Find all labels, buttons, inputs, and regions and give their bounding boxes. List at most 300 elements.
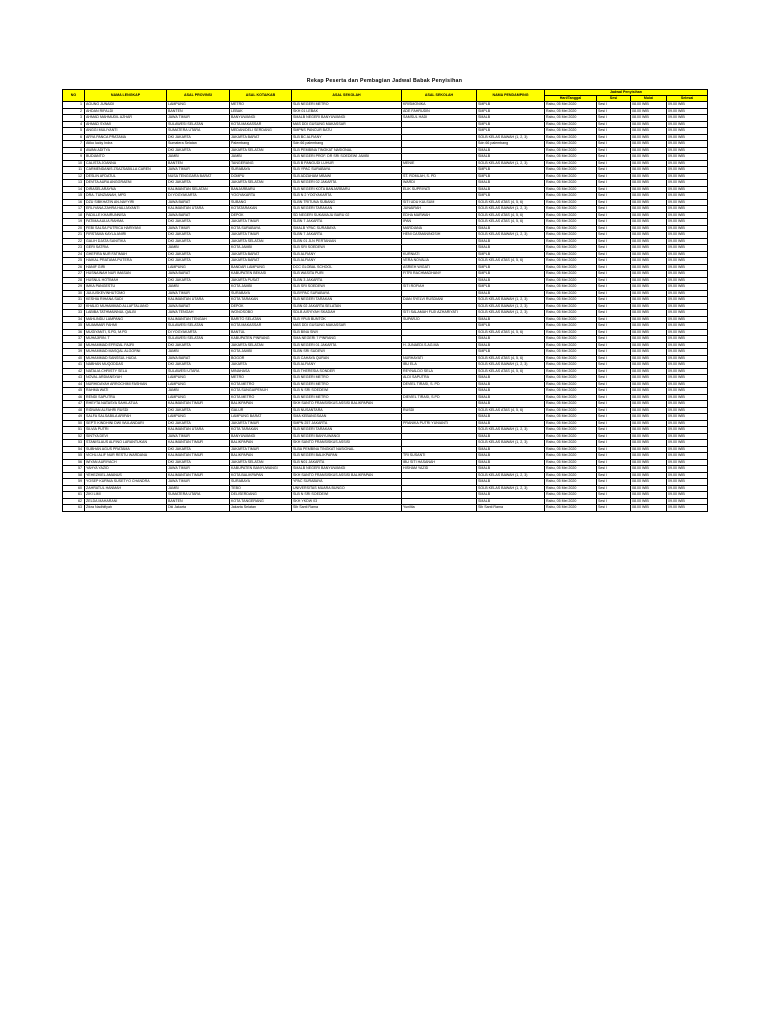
cell-nama: SEPTI KINDHINI DWI WULANDARI — [85, 420, 167, 427]
cell-sekolah: SMPNS PANCUR BATU — [292, 128, 402, 135]
cell-selesai: 09.00 WIB — [667, 485, 708, 492]
cell-sesi: Sesi I — [597, 466, 631, 473]
cell-no: 18 — [63, 212, 85, 219]
cell-no: 12 — [63, 173, 85, 180]
cell-nama: RENDI SAPUTRA — [85, 394, 167, 401]
cell-sesi: Sesi I — [597, 375, 631, 382]
cell-sekolah-2: ASRIEH WIGATI — [402, 264, 477, 271]
header-provinsi: ASAL PROVINSI — [167, 90, 230, 102]
cell-selesai: 09.00 WIB — [667, 375, 708, 382]
cell-pendamping: SMALB — [477, 466, 545, 473]
participants-table — [62, 89, 708, 512]
header-mulai: Mulai — [631, 96, 667, 102]
cell-no: 17 — [63, 206, 85, 213]
cell-pendamping: SMALB — [477, 375, 545, 382]
cell-hari: Rabu, 05 Mei 2020 — [545, 453, 597, 460]
cell-sekolah: SDLB AISYIYAH SKADAH — [292, 310, 402, 317]
cell-pendamping: SMPLB — [477, 323, 545, 330]
cell-sekolah-2: KURNIATI — [402, 251, 477, 258]
cell-sesi: Sesi I — [597, 355, 631, 362]
cell-selesai: 09.00 WIB — [667, 277, 708, 284]
cell-selesai: 09.00 WIB — [667, 368, 708, 375]
cell-no: 4 — [63, 121, 85, 128]
cell-sekolah: SLB NEGERI METRO — [292, 102, 402, 109]
cell-no: 48 — [63, 407, 85, 414]
cell-selesai: 09.00 WIB — [667, 160, 708, 167]
cell-hari: Rabu, 05 Mei 2020 — [545, 160, 597, 167]
cell-sekolah: SLB YPLB BUNTOK — [292, 316, 402, 323]
cell-hari: Rabu, 05 Mei 2020 — [545, 310, 597, 317]
cell-provinsi: Dki Jakarta — [167, 505, 230, 512]
cell-sekolah-2: SITI ROFIAH — [402, 284, 477, 291]
cell-sekolah: SKH YKDW 03 — [292, 498, 402, 505]
cell-provinsi: JAWA BARAT — [167, 212, 230, 219]
cell-sekolah: SLBN 7 JAKARTA — [292, 219, 402, 226]
cell-provinsi: DKI JAKARTA — [167, 459, 230, 466]
cell-kota: JAKARTA BARAT — [230, 134, 292, 141]
cell-pendamping: SOLB KELAS BAWAH (1, 2, 3) — [477, 472, 545, 479]
cell-provinsi: KALIMANTAN TIMUR — [167, 440, 230, 447]
cell-provinsi: BANTEN — [167, 498, 230, 505]
cell-nama: MUHAMMAD EFRIZAL FAJRI — [85, 342, 167, 349]
cell-mulai: 08.00 WIB — [631, 329, 667, 336]
cell-no: 19 — [63, 219, 85, 226]
cell-pendamping: SMALB — [477, 154, 545, 161]
cell-kota: KOTA TARAKAN — [230, 297, 292, 304]
cell-selesai: 09.00 WIB — [667, 167, 708, 174]
cell-hari: Rabu, 05 Mei 2020 — [545, 108, 597, 115]
cell-sekolah-2: SITI SALAMAH FUJI AZHARIYATI — [402, 310, 477, 317]
page-title: Rekap Peserta dan Pembagian Jadwal Babak Penyisihan — [306, 78, 463, 84]
cell-sekolah-2: ST. ROMLAH, S. PD — [402, 173, 477, 180]
cell-nama: SILVIA PUTRI — [85, 427, 167, 434]
cell-hari: Rabu, 05 Mei 2020 — [545, 303, 597, 310]
cell-nama: GHEFIRA NUR FATIMAH — [85, 251, 167, 258]
cell-mulai: 08.00 WIB — [631, 414, 667, 421]
cell-sekolah-2: DIEVIEL TIRASI, S.PD — [402, 394, 477, 401]
cell-pendamping: SMALB — [477, 401, 545, 408]
cell-provinsi: DKI JAKARTA — [167, 180, 230, 187]
cell-nama: DIRASELARAYNA — [85, 186, 167, 193]
cell-nama: CARMENDANIS ZSAZSABILLA CAREN — [85, 167, 167, 174]
cell-no: 49 — [63, 414, 85, 421]
cell-sesi: Sesi I — [597, 245, 631, 252]
cell-nama: AHMAD MAHMUDIL AZHAR — [85, 115, 167, 122]
cell-mulai: 08.00 WIB — [631, 433, 667, 440]
cell-hari: Rabu, 05 Mei 2020 — [545, 446, 597, 453]
cell-sekolah: SMALB YPAC SURABAYA — [292, 225, 402, 232]
cell-provinsi: KALIMANTAN TIMUR — [167, 453, 230, 460]
cell-pendamping: SOLB KELAS ATAS (4, 5, 6) — [477, 355, 545, 362]
cell-hari: Rabu, 05 Mei 2020 — [545, 492, 597, 499]
cell-nama: MAHLINDU LAMPANG — [85, 316, 167, 323]
cell-mulai: 08.00 WIB — [631, 160, 667, 167]
cell-selesai: 09.00 WIB — [667, 316, 708, 323]
cell-sekolah-2: TRI SUSANTI — [402, 453, 477, 460]
cell-provinsi: JAMBI — [167, 388, 230, 395]
cell-kota: BOGOR — [230, 355, 292, 362]
cell-sekolah: SLB NEGERI KOTA BANJARBARU — [292, 186, 402, 193]
cell-sekolah-2: WARDI — [402, 180, 477, 187]
cell-provinsi: JAMBI — [167, 349, 230, 356]
cell-kota: JAMBI — [230, 154, 292, 161]
cell-provinsi: SUMATERA UTARA — [167, 128, 230, 135]
cell-selesai: 09.00 WIB — [667, 206, 708, 213]
cell-hari: Rabu, 05 Mei 2020 — [545, 290, 597, 297]
cell-mulai: 08.00 WIB — [631, 290, 667, 297]
cell-provinsi: SULAWESI SELATAN — [167, 121, 230, 128]
cell-sekolah: SMALB NEGERI BANYUWANGI — [292, 115, 402, 122]
cell-mulai: 08.00 WIB — [631, 446, 667, 453]
cell-sesi: Sesi I — [597, 316, 631, 323]
cell-sekolah: SLB NEGERI METRO — [292, 381, 402, 388]
cell-mulai: 08.00 WIB — [631, 427, 667, 434]
cell-no: 51 — [63, 427, 85, 434]
cell-no: 28 — [63, 277, 85, 284]
cell-nama: MUAMMAR FAHMI — [85, 323, 167, 330]
cell-sekolah-2: DEVIEL TIRASI, S. PD — [402, 381, 477, 388]
cell-provinsi: DKI JAKARTA — [167, 232, 230, 239]
cell-pendamping: SMALB — [477, 433, 545, 440]
cell-hari: Rabu, 05 Mei 2020 — [545, 505, 597, 512]
cell-sekolah-2: EDHA MARWAH — [402, 212, 477, 219]
cell-nama: NATALIA CHRISTY SELA — [85, 368, 167, 375]
cell-pendamping: SMALB — [477, 186, 545, 193]
cell-sesi: Sesi I — [597, 193, 631, 200]
cell-pendamping: SMALB — [477, 290, 545, 297]
cell-sesi: Sesi I — [597, 258, 631, 265]
cell-provinsi: JAWA TIMUR — [167, 115, 230, 122]
cell-kota: JAKARTA BARAT — [230, 258, 292, 265]
cell-sekolah-2: IBU ELA — [402, 362, 477, 369]
cell-sesi: Sesi I — [597, 167, 631, 174]
cell-sekolah-2: HENI CASMANINGSIH — [402, 232, 477, 239]
cell-pendamping: SMPLB — [477, 251, 545, 258]
cell-no: 27 — [63, 271, 85, 278]
cell-sesi: Sesi I — [597, 147, 631, 154]
cell-sekolah-2: ELIK SUPRIYATI — [402, 186, 477, 193]
cell-selesai: 09.00 WIB — [667, 446, 708, 453]
cell-mulai: 08.00 WIB — [631, 219, 667, 226]
cell-hari: Rabu, 05 Mei 2020 — [545, 284, 597, 291]
cell-nama: RIDWAN ALFAHRI RUSDI — [85, 407, 167, 414]
cell-selesai: 09.00 WIB — [667, 349, 708, 356]
cell-mulai: 08.00 WIB — [631, 336, 667, 343]
cell-provinsi: LAMPUNG — [167, 381, 230, 388]
cell-no: 52 — [63, 433, 85, 440]
cell-sesi: Sesi I — [597, 368, 631, 375]
cell-provinsi: DKI JAKARTA — [167, 134, 230, 141]
cell-selesai: 09.00 WIB — [667, 394, 708, 401]
cell-kota: JAKARTA SELATAN — [230, 147, 292, 154]
cell-selesai: 09.00 WIB — [667, 427, 708, 434]
cell-mulai: 08.00 WIB — [631, 297, 667, 304]
cell-kota: DELISERDANG — [230, 492, 292, 499]
cell-hari: Rabu, 05 Mei 2020 — [545, 277, 597, 284]
cell-sekolah: SLBN SRI SUDEWI — [292, 349, 402, 356]
cell-selesai: 09.00 WIB — [667, 264, 708, 271]
cell-pendamping: SMALB — [477, 238, 545, 245]
cell-no: 31 — [63, 297, 85, 304]
cell-sekolah: Slb Santi Rama — [292, 505, 402, 512]
cell-nama: MUHAMMAD SANSSUL HUDA — [85, 355, 167, 362]
cell-provinsi: NUSA TENGGARA BARAT — [167, 173, 230, 180]
cell-sesi: Sesi I — [597, 407, 631, 414]
cell-no: 11 — [63, 167, 85, 174]
cell-pendamping: SOLB KELAS BAWAH (1, 2, 3) — [477, 310, 545, 317]
cell-sesi: Sesi I — [597, 128, 631, 135]
cell-sesi: Sesi I — [597, 277, 631, 284]
cell-kota: KOTA METRO — [230, 381, 292, 388]
cell-pendamping: SMPLB — [477, 128, 545, 135]
cell-sesi: Sesi I — [597, 310, 631, 317]
cell-no: 35 — [63, 323, 85, 330]
cell-nama: DEVITA AURA ANGGRAENI — [85, 180, 167, 187]
cell-no: 30 — [63, 290, 85, 297]
cell-provinsi: LAMPUNG — [167, 375, 230, 382]
cell-selesai: 09.00 WIB — [667, 453, 708, 460]
cell-selesai: 09.00 WIB — [667, 141, 708, 148]
cell-sesi: Sesi I — [597, 349, 631, 356]
cell-mulai: 08.00 WIB — [631, 355, 667, 362]
cell-sekolah-2: IBU SITI HASANAH — [402, 459, 477, 466]
cell-no: 44 — [63, 381, 85, 388]
cell-sekolah: SLB WASITA PURI — [292, 271, 402, 278]
cell-sesi: Sesi I — [597, 498, 631, 505]
header-hari: Hari/Tanggal — [545, 96, 597, 102]
cell-sesi: Sesi I — [597, 362, 631, 369]
cell-mulai: 08.00 WIB — [631, 472, 667, 479]
cell-no: 39 — [63, 349, 85, 356]
cell-nama: IMKA PANGESTU — [85, 284, 167, 291]
cell-sekolah: SLBN 02 JAKARTA SELATAN — [292, 303, 402, 310]
cell-nama: MUHAJIRIN. T — [85, 336, 167, 343]
cell-pendamping: SOLB KELAS BAWAH (1, 2, 3) — [477, 232, 545, 239]
cell-provinsi: DKI JAKARTA — [167, 446, 230, 453]
cell-no: 57 — [63, 466, 85, 473]
cell-provinsi: JAMBI — [167, 245, 230, 252]
cell-selesai: 09.00 WIB — [667, 336, 708, 343]
cell-selesai: 09.00 WIB — [667, 238, 708, 245]
cell-sekolah-2: ALDI SAPUTRA — [402, 375, 477, 382]
header-sekolah-2: ASAL SEKOLAH — [402, 90, 477, 102]
cell-sesi: Sesi I — [597, 472, 631, 479]
cell-no: 37 — [63, 336, 85, 343]
cell-hari: Rabu, 05 Mei 2020 — [545, 362, 597, 369]
cell-sekolah-2: KRISMONIKA — [402, 102, 477, 109]
cell-hari: Rabu, 05 Mei 2020 — [545, 180, 597, 187]
cell-sesi: Sesi I — [597, 284, 631, 291]
cell-nama: VICHLI ALIF NUR RESTU WARDANA — [85, 453, 167, 460]
cell-sekolah-2: RUSDI — [402, 407, 477, 414]
header-row — [63, 90, 708, 96]
cell-sekolah-2: ADE FAHRUDIN — [402, 108, 477, 115]
cell-no: 6 — [63, 134, 85, 141]
cell-hari: Rabu, 05 Mei 2020 — [545, 212, 597, 219]
cell-hari: Rabu, 05 Mei 2020 — [545, 147, 597, 154]
cell-mulai: 08.00 WIB — [631, 453, 667, 460]
cell-sesi: Sesi I — [597, 427, 631, 434]
cell-no: 1 — [63, 102, 85, 109]
cell-hari: Rabu, 05 Mei 2020 — [545, 245, 597, 252]
cell-sesi: Sesi I — [597, 505, 631, 512]
cell-selesai: 09.00 WIB — [667, 459, 708, 466]
cell-hari: Rabu, 05 Mei 2020 — [545, 401, 597, 408]
cell-selesai: 09.00 WIB — [667, 433, 708, 440]
cell-no: 5 — [63, 128, 85, 135]
cell-sekolah-2: NURHAYATI — [402, 355, 477, 362]
cell-pendamping: SOLB KELAS ATAS (4, 5, 6) — [477, 258, 545, 265]
cell-selesai: 09.00 WIB — [667, 232, 708, 239]
cell-hari: Rabu, 05 Mei 2020 — [545, 466, 597, 473]
cell-hari: Rabu, 05 Mei 2020 — [545, 459, 597, 466]
cell-kota: KOTA TANGERANG — [230, 498, 292, 505]
cell-hari: Rabu, 05 Mei 2020 — [545, 134, 597, 141]
cell-sesi: Sesi I — [597, 271, 631, 278]
cell-nama: KHALID MUHAMMAD ALLAFTALIANO — [85, 303, 167, 310]
cell-mulai: 08.00 WIB — [631, 505, 667, 512]
cell-hari: Rabu, 05 Mei 2020 — [545, 368, 597, 375]
cell-kota: JAKARTA SELATAN — [230, 180, 292, 187]
cell-no: 20 — [63, 225, 85, 232]
cell-sekolah: SLB ALFIANY — [292, 258, 402, 265]
table-row — [63, 505, 708, 512]
cell-no: 33 — [63, 310, 85, 317]
cell-no: 8 — [63, 147, 85, 154]
cell-mulai: 08.00 WIB — [631, 232, 667, 239]
cell-hari: Rabu, 05 Mei 2020 — [545, 375, 597, 382]
cell-sekolah-2: JUNAIRAH — [402, 206, 477, 213]
cell-mulai: 08.00 WIB — [631, 394, 667, 401]
cell-nama: KESHIA RIHANA SADI — [85, 297, 167, 304]
cell-sesi: Sesi I — [597, 264, 631, 271]
cell-sekolah: YPAC SURABAYA — [292, 479, 402, 486]
cell-provinsi: DKI JAKARTA — [167, 342, 230, 349]
cell-kota: BANDAR LAMPUNG — [230, 264, 292, 271]
cell-sekolah: SLB SRI SOEDEWI — [292, 245, 402, 252]
cell-mulai: 08.00 WIB — [631, 147, 667, 154]
cell-mulai: 08.00 WIB — [631, 375, 667, 382]
cell-hari: Rabu, 05 Mei 2020 — [545, 479, 597, 486]
cell-kota: GALUR — [230, 407, 292, 414]
cell-sesi: Sesi I — [597, 381, 631, 388]
cell-mulai: 08.00 WIB — [631, 193, 667, 200]
cell-mulai: 08.00 WIB — [631, 271, 667, 278]
cell-pendamping: Sdn 66 palembang — [477, 141, 545, 148]
cell-selesai: 09.00 WIB — [667, 245, 708, 252]
cell-no: 7 — [63, 141, 85, 148]
cell-sekolah: SLB N 2 YOGYAKARTA — [292, 193, 402, 200]
cell-nama: MUGIYANTI, S.PD, M.PD — [85, 329, 167, 336]
cell-no: 13 — [63, 180, 85, 187]
cell-selesai: 09.00 WIB — [667, 271, 708, 278]
cell-no: 60 — [63, 485, 85, 492]
cell-provinsi: LAMPUNG — [167, 264, 230, 271]
cell-nama: AHDAN RIFALDI — [85, 108, 167, 115]
cell-sesi: Sesi I — [597, 459, 631, 466]
cell-kota: BANYUWANGI — [230, 433, 292, 440]
cell-no: 46 — [63, 394, 85, 401]
cell-sesi: Sesi I — [597, 232, 631, 239]
cell-sesi: Sesi I — [597, 206, 631, 213]
cell-mulai: 08.00 WIB — [631, 466, 667, 473]
cell-sesi: Sesi I — [597, 440, 631, 447]
cell-kota: JAKARTA BARAT — [230, 251, 292, 258]
cell-nama: BUDIANTO — [85, 154, 167, 161]
cell-no: 62 — [63, 498, 85, 505]
cell-no: 47 — [63, 401, 85, 408]
cell-hari: Rabu, 05 Mei 2020 — [545, 193, 597, 200]
cell-mulai: 08.00 WIB — [631, 238, 667, 245]
cell-sekolah: SLB BC ALFIANY — [292, 134, 402, 141]
cell-pendamping: SOLB KELAS BAWAH (1, 2, 3) — [477, 160, 545, 167]
cell-kota: BALIKPAPAN — [230, 453, 292, 460]
cell-sekolah-2: MENIE — [402, 160, 477, 167]
cell-sekolah: SLB PEMBINA TINGKAT NASIONAL — [292, 147, 402, 154]
cell-provinsi: DKI JAKARTA — [167, 277, 230, 284]
cell-hari: Rabu, 05 Mei 2020 — [545, 323, 597, 330]
cell-nama: YEHEZKIEL AMANUS — [85, 472, 167, 479]
cell-provinsi: BANTEN — [167, 108, 230, 115]
cell-sekolah-2: SAMSUL HADI — [402, 115, 477, 122]
cell-selesai: 09.00 WIB — [667, 102, 708, 109]
cell-selesai: 09.00 WIB — [667, 355, 708, 362]
cell-hari: Rabu, 05 Mei 2020 — [545, 225, 597, 232]
cell-provinsi: KALIMANTAN TIMUR — [167, 401, 230, 408]
cell-sesi: Sesi I — [597, 342, 631, 349]
cell-nama: AGUNG JUNAIDI — [85, 102, 167, 109]
cell-nama: HUSNUL HOTIMAH — [85, 277, 167, 284]
cell-sekolah: SLB ALFIANY — [292, 251, 402, 258]
cell-nama: Zikra Nadhifiyah — [85, 505, 167, 512]
cell-selesai: 09.00 WIB — [667, 401, 708, 408]
cell-sekolah: SMPN 257 JAKARTA — [292, 420, 402, 427]
cell-selesai: 09.00 WIB — [667, 290, 708, 297]
cell-provinsi: DKI JAKARTA — [167, 420, 230, 427]
cell-sekolah-2: SITI UDU KULSUM — [402, 199, 477, 206]
cell-provinsi: JAWA TIMUR — [167, 167, 230, 174]
cell-hari: Rabu, 05 Mei 2020 — [545, 167, 597, 174]
cell-sekolah: SLB BINA SIWI — [292, 329, 402, 336]
cell-sekolah: DCC GLOBAL SCHOOL — [292, 264, 402, 271]
cell-mulai: 08.00 WIB — [631, 212, 667, 219]
cell-sekolah: SLBA PEMBINA TINGKAT NASIONAL — [292, 446, 402, 453]
cell-sesi: Sesi I — [597, 290, 631, 297]
cell-pendamping: SMALB — [477, 381, 545, 388]
cell-sesi: Sesi I — [597, 485, 631, 492]
cell-selesai: 09.00 WIB — [667, 225, 708, 232]
cell-sesi: Sesi I — [597, 388, 631, 395]
cell-kota: KOTA SURABAYA — [230, 225, 292, 232]
cell-mulai: 08.00 WIB — [631, 401, 667, 408]
cell-kota: LAMPUNG BARAT — [230, 414, 292, 421]
cell-nama: GERI SATRIA — [85, 245, 167, 252]
cell-sesi: Sesi I — [597, 238, 631, 245]
cell-no: 26 — [63, 264, 85, 271]
cell-selesai: 09.00 WIB — [667, 251, 708, 258]
header-pendamping: NAMA PENDAMPING — [477, 90, 545, 102]
cell-kota: KOTA MAKASSAR — [230, 323, 292, 330]
cell-mulai: 08.00 WIB — [631, 368, 667, 375]
cell-pendamping: Slb Santi Rama — [477, 505, 545, 512]
header-nama: NAMA LENGKAP — [85, 90, 167, 102]
cell-provinsi: KALIMANTAN UTARA — [167, 206, 230, 213]
cell-sekolah: UNIVERSITAS MUARA BUNGO — [292, 485, 402, 492]
cell-sekolah: SLB ALFIANY — [292, 362, 402, 369]
cell-mulai: 08.00 WIB — [631, 310, 667, 317]
cell-sesi: Sesi I — [597, 479, 631, 486]
cell-hari: Rabu, 05 Mei 2020 — [545, 219, 597, 226]
